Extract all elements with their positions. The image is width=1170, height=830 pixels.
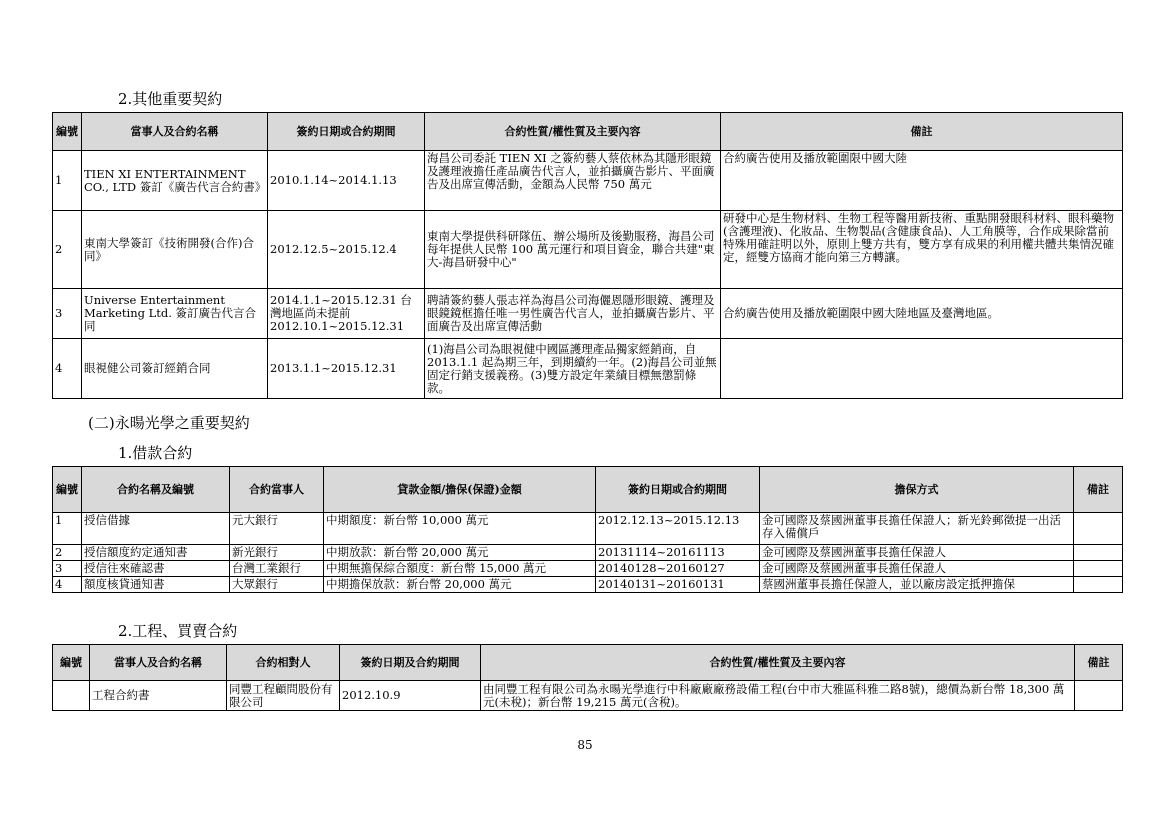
cell: 由同豐工程有限公司為永暘光學進行中科廠廠廠務設備工程(台中市大雅區科雅二路8號)，總價為新台幣 18,300 萬元(未稅)；新台幣 19,215 萬元(含稅)。 bbox=[481, 681, 1075, 711]
cell: Universe Entertainment Marketing Ltd. 簽訂廣告代言合同 bbox=[82, 289, 268, 339]
header-guarantee: 擔保方式 bbox=[760, 467, 1074, 513]
header-amount: 貸款金額/擔保(保證)金額 bbox=[324, 467, 596, 513]
cell: 1 bbox=[53, 513, 82, 545]
cell: 20140131~20160131 bbox=[596, 577, 760, 593]
cell: 中期放款：新台幣 20,000 萬元 bbox=[324, 545, 596, 561]
header-date: 簽約日期或合約期間 bbox=[268, 113, 425, 151]
header-no: 編號 bbox=[53, 467, 82, 513]
cell: 大眾銀行 bbox=[230, 577, 324, 593]
header-party: 合約當事人 bbox=[230, 467, 324, 513]
cell: 金可國際及蔡國洲董事長擔任保證人 bbox=[760, 545, 1074, 561]
cell: 2010.1.14~2014.1.13 bbox=[268, 151, 425, 211]
cell: 2 bbox=[53, 545, 82, 561]
cell: 金可國際及蔡國洲董事長擔任保證人；新光鈴郵徵提一出活存入備償戶 bbox=[760, 513, 1074, 545]
cell: 3 bbox=[53, 289, 82, 339]
cell: 4 bbox=[53, 339, 82, 399]
cell: 20140128~20160127 bbox=[596, 561, 760, 577]
header-date: 簽約日期及合約期間 bbox=[340, 645, 481, 681]
cell: 眼視健公司簽訂經銷合同 bbox=[82, 339, 268, 399]
section-title-loan-contracts: 1.借款合約 bbox=[118, 444, 193, 462]
cell: 元大銀行 bbox=[230, 513, 324, 545]
cell bbox=[1075, 681, 1123, 711]
table-row bbox=[53, 681, 1123, 711]
cell: 中期額度：新台幣 10,000 萬元 bbox=[324, 513, 596, 545]
section-title-yongyang-contracts: (二)永暘光學之重要契約 bbox=[88, 414, 250, 432]
cell: 1 bbox=[53, 151, 82, 211]
cell bbox=[721, 339, 1123, 399]
header-remark: 備註 bbox=[1075, 645, 1123, 681]
header-date: 簽約日期或合約期間 bbox=[596, 467, 760, 513]
cell: TIEN XI ENTERTAINMENT CO., LTD 簽訂《廣告代言合約書》 bbox=[82, 151, 268, 211]
table-engineering-contracts bbox=[52, 644, 1123, 711]
cell: 工程合約書 bbox=[90, 681, 227, 711]
cell: 同豐工程顧問股份有限公司 bbox=[227, 681, 340, 711]
cell: 金可國際及蔡國洲董事長擔任保證人 bbox=[760, 561, 1074, 577]
cell: 蔡國洲董事長擔任保證人，並以廠房設定抵押擔保 bbox=[760, 577, 1074, 593]
section-title-engineering-contracts: 2.工程、買賣合約 bbox=[118, 622, 238, 640]
cell: 2013.1.1~2015.12.31 bbox=[268, 339, 425, 399]
cell: 東南大學提供科研隊伍、辦公場所及後勤服務，海昌公司每年提供人民幣 100 萬元運行和項目資金，聯合共建"東大-海昌研發中心" bbox=[425, 211, 721, 289]
cell: 研發中心是生物材料、生物工程等醫用新技術、重點開發眼科材料、眼科藥物(含護理液)、化妝品、生物製品(含健康食品)、人工角膜等，合作成果除當前特殊用確註明以外，原則上雙方共有，雙方享有成果的利用權共體共集情況確定，經雙方協商才能向第三方轉讓。 bbox=[721, 211, 1123, 289]
header-party: 當事人及合約名稱 bbox=[90, 645, 227, 681]
header-party: 當事人及合約名稱 bbox=[82, 113, 268, 151]
table-row bbox=[53, 513, 1123, 545]
cell: 海昌公司委託 TIEN XI 之簽約藝人蔡依林為其隱形眼鏡及護理液擔任產品廣告代言人，並拍攝廣告影片、平面廣告及出席宣傳活動，金額為人民幣 750 萬元 bbox=[425, 151, 721, 211]
header-remark: 備註 bbox=[721, 113, 1123, 151]
header-contract: 合約名稱及編號 bbox=[82, 467, 230, 513]
page-number: 85 bbox=[577, 738, 593, 752]
cell: 中期擔保放款：新台幣 20,000 萬元 bbox=[324, 577, 596, 593]
cell bbox=[53, 681, 90, 711]
cell: 20131114~20161113 bbox=[596, 545, 760, 561]
table-row bbox=[53, 289, 1123, 339]
cell: 中期無擔保綜合額度：新台幣 15,000 萬元 bbox=[324, 561, 596, 577]
cell: 2014.1.1~2015.12.31 台灣地區尚未提前 2012.10.1~2015.12.31 bbox=[268, 289, 425, 339]
header-nature: 合約性質/權性質及主要內容 bbox=[425, 113, 721, 151]
table-other-contracts bbox=[52, 112, 1123, 399]
table-row bbox=[53, 561, 1123, 577]
header-no: 編號 bbox=[53, 645, 90, 681]
table-row bbox=[53, 545, 1123, 561]
table-row bbox=[53, 577, 1123, 593]
cell: (1)海昌公司為眼視健中國區護理產品獨家經銷商，自 2013.1.1 起為期三年，到期續約一年。(2)海昌公司並無固定行銷支援義務。(3)雙方設定年業績目標無懲罰條款。 bbox=[425, 339, 721, 399]
cell bbox=[1074, 561, 1123, 577]
header-nature: 合約性質/權性質及主要內容 bbox=[481, 645, 1075, 681]
header-remark: 備註 bbox=[1074, 467, 1123, 513]
cell: 授信往來確認書 bbox=[82, 561, 230, 577]
cell: 合約廣告使用及播放範圍限中國大陸 bbox=[721, 151, 1123, 211]
cell bbox=[1074, 545, 1123, 561]
table-row bbox=[53, 211, 1123, 289]
cell bbox=[1074, 577, 1123, 593]
section-title-other-contracts: 2.其他重要契約 bbox=[118, 90, 223, 108]
cell: 聘請簽約藝人張志祥為海昌公司海儷恩隱形眼鏡、護理及眼鏡鏡框擔任唯一男性廣告代言人，並拍攝廣告影片、平面廣告及出席宣傳活動 bbox=[425, 289, 721, 339]
table-row bbox=[53, 339, 1123, 399]
cell: 台灣工業銀行 bbox=[230, 561, 324, 577]
table-row bbox=[53, 151, 1123, 211]
table-loan-contracts bbox=[52, 466, 1123, 593]
cell bbox=[1074, 513, 1123, 545]
cell: 新光銀行 bbox=[230, 545, 324, 561]
cell: 2012.10.9 bbox=[340, 681, 481, 711]
header-no: 編號 bbox=[53, 113, 82, 151]
cell: 額度核貸通知書 bbox=[82, 577, 230, 593]
cell: 授信額度約定通知書 bbox=[82, 545, 230, 561]
cell: 2012.12.5~2015.12.4 bbox=[268, 211, 425, 289]
header-counterparty: 合約相對人 bbox=[227, 645, 340, 681]
cell: 3 bbox=[53, 561, 82, 577]
cell: 東南大學簽訂《技術開發(合作)合同》 bbox=[82, 211, 268, 289]
cell: 合約廣告使用及播放範圍限中國大陸地區及臺灣地區。 bbox=[721, 289, 1123, 339]
cell: 授信借據 bbox=[82, 513, 230, 545]
cell: 4 bbox=[53, 577, 82, 593]
cell: 2 bbox=[53, 211, 82, 289]
cell: 2012.12.13~2015.12.13 bbox=[596, 513, 760, 545]
